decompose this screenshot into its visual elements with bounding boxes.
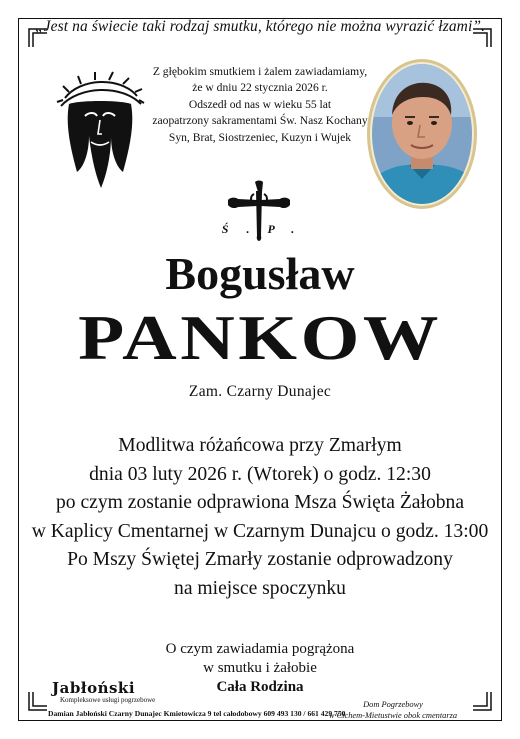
ceremony-details xyxy=(0,432,520,603)
intro-line: Odszedł od nas w wieku 55 lat xyxy=(188,97,332,111)
ceremony-line: w Kaplicy Cmentarnej w Czarnym Dunajcu o godz. 13:00 xyxy=(31,520,489,542)
intro-line: zaopatrzony sakramentami Św. Nasz Kochany xyxy=(152,114,368,128)
ceremony-line: Po Mszy Świętej Zmarły zostanie odprowadzony xyxy=(67,549,453,570)
logo-brand: Jabłoński xyxy=(52,679,136,697)
sp-abbreviation: Ś.P. xyxy=(221,222,313,236)
intro-line: Syn, Brat, Siostrzeniec, Kuzyn i Wujek xyxy=(168,130,352,144)
family-signature: Cała Rodzina xyxy=(216,679,304,695)
home-line: Dom Pogrzebowy xyxy=(363,700,423,709)
ceremony-line: po czym zostanie odprawiona Msza Święta Żałobna xyxy=(55,492,465,513)
deceased-first-name: Bogusław xyxy=(165,248,355,299)
funeral-home-logo xyxy=(52,680,155,704)
memorial-quote: „Jest na świecie taki rodzaj smutku, którego nie można wyrazić łzami”. xyxy=(34,18,486,35)
announcement-intro xyxy=(140,64,380,146)
ceremony-line: dnia 03 luty 2026 r. (Wtorek) o godz. 12:30 xyxy=(89,463,431,485)
funeral-home-contact: Damian Jabłoński Czarny Dunajec Kmietowicza 9 tel całodobowy 609 493 130 / 661 429 750 xyxy=(48,709,346,718)
closing-line: w smutku i żałobie xyxy=(203,660,317,676)
ceremony-line: Modlitwa różańcowa przy Zmarłym xyxy=(118,435,402,456)
deceased-last-name: PANKOW xyxy=(78,302,442,373)
logo-tagline: Kompleksowe usługi pogrzebowe xyxy=(60,696,156,704)
home-line: w Cichem-Mietustwie obok cmentarza xyxy=(328,710,458,720)
intro-line: Z głębokim smutkiem i żalem zawiadamiamy, xyxy=(152,65,368,78)
portrait-photo xyxy=(365,57,479,211)
closing-line: O czym zawiadamia pogrążona xyxy=(165,641,355,657)
residence: Zam. Czarny Dunajec xyxy=(188,383,332,400)
intro-line: że w dniu 22 stycznia 2026 r. xyxy=(192,81,328,95)
jesus-crown-of-thorns-icon xyxy=(55,70,145,190)
funeral-home-location xyxy=(318,700,468,721)
ceremony-line: na miejsce spoczynku xyxy=(174,577,346,599)
